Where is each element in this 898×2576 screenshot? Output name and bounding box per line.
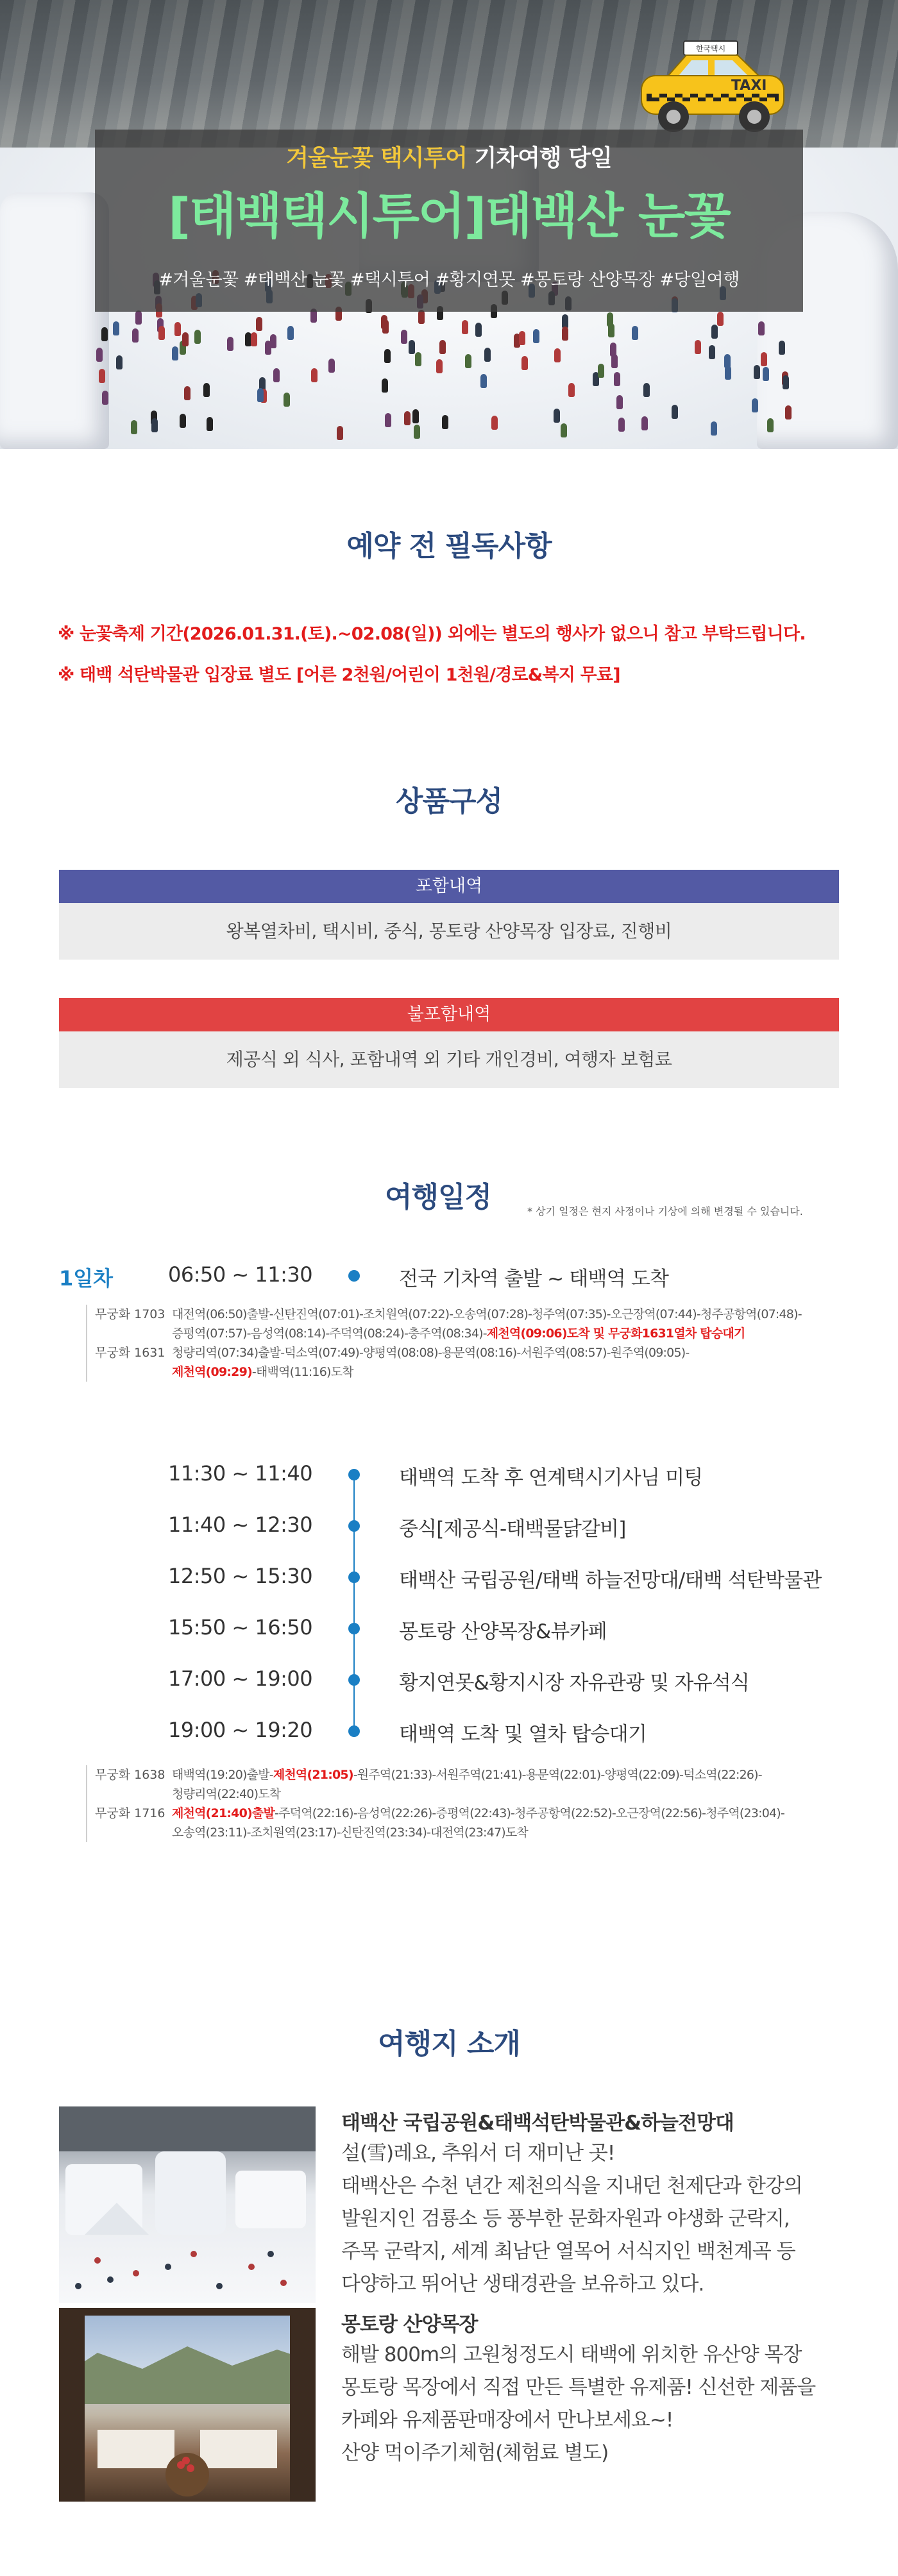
train-route-segment: -태백역(11:16)도착	[251, 1365, 353, 1379]
crowd-person	[614, 372, 620, 386]
crowd-person	[761, 352, 767, 366]
crowd-person	[401, 330, 407, 344]
schedule-note: * 상기 일정은 현지 사정이나 기상에 의해 변경될 수 있습니다.	[527, 1205, 803, 1217]
crowd-person	[184, 386, 191, 400]
crowd-person	[256, 317, 262, 331]
timeline-dot	[348, 1469, 360, 1480]
crowd-person	[227, 337, 233, 351]
destination-line: 카페와 유제품판매장에서 만나보세요~!	[341, 2409, 674, 2432]
train-route	[172, 1804, 898, 1823]
train-code: 무궁화 1631	[95, 1346, 165, 1360]
train-code: 무궁화 1716	[95, 1806, 165, 1820]
crowd-person	[418, 310, 425, 324]
timeline-dot	[348, 1725, 360, 1737]
crowd-person	[717, 312, 724, 326]
crowd-person	[568, 383, 575, 397]
crowd-person	[783, 375, 789, 389]
schedule-time: 06:50 ~ 11:30	[168, 1262, 313, 1287]
crowd-person	[415, 352, 421, 366]
hero-hashtags: #겨울눈꽃 #태백산 눈꽃 #택시투어 #황지연못 #몽토랑 산양목장 #당일여행	[158, 270, 740, 290]
train-route-segment: -주덕역(22:16)-음성역(22:26)-증평역(22:43)-청주공항역(22:52)-오근장역(22:56)-청주역(23:04)-	[275, 1806, 784, 1820]
crowd-person	[554, 409, 560, 423]
crowd-person	[754, 365, 760, 379]
crowd-person	[409, 340, 415, 354]
schedule-time: 19:00 ~ 19:20	[168, 1718, 313, 1742]
schedule-desc: 중식[제공식-태백물닭갈비]	[399, 1518, 626, 1541]
destination-line: 산양 먹이주기체험(체험료 별도)	[341, 2441, 609, 2464]
hero-title-box	[95, 130, 803, 312]
crowd-person	[480, 374, 487, 388]
crowd-person	[618, 418, 625, 432]
train-route	[172, 1823, 898, 1842]
crowd-person	[116, 355, 123, 369]
snow-sculpture-left	[0, 192, 109, 449]
crowd-person	[442, 415, 448, 429]
crowd-person	[132, 328, 139, 343]
crowd-person	[561, 423, 567, 437]
crowd-person	[414, 425, 420, 439]
crowd-person	[287, 326, 294, 340]
crowd-person	[311, 368, 318, 382]
timeline-dot	[348, 1674, 360, 1686]
destination-name: 몽토랑 산양목장	[341, 2313, 478, 2336]
crowd-person	[101, 327, 108, 341]
train-route-highlight: 제천역(21:40)출발	[172, 1806, 275, 1820]
crowd-person	[641, 416, 648, 430]
taxi-badge-text: 한국택시	[695, 44, 726, 53]
crowd-person	[385, 413, 391, 427]
train-info-evening	[86, 1765, 784, 1842]
schedule-time: 15:50 ~ 16:50	[168, 1615, 313, 1640]
train-code: 무궁화 1638	[95, 1768, 165, 1782]
train-route-segment: 대전역(06:50)출발-신탄진역(07:01)-조치원역(07:22)-오송역(07:28)-청주역(07:35)-오근장역(07:44)-청주공항역(07:48)-	[172, 1307, 802, 1321]
taxi-icon	[629, 38, 795, 141]
crowd-person	[554, 348, 561, 362]
destination-name: 태백산 국립공원&태백석탄박물관&하늘전망대	[341, 2112, 734, 2135]
destination-line: 몽토랑 목장에서 직접 만든 특별한 유제품! 신선한 제품을	[341, 2376, 816, 2399]
schedule-desc: 태백산 국립공원/태백 하늘전망대/태백 석탄박물관	[399, 1569, 822, 1592]
crowd-person	[131, 420, 137, 434]
crowd-person	[158, 326, 165, 340]
timeline-dot	[348, 1572, 360, 1583]
hero-subtitle-highlight: 겨울눈꽃 택시투어	[286, 145, 467, 171]
crowd-person	[151, 418, 158, 432]
crowd-person	[767, 418, 774, 432]
farm-cafe-illustration	[59, 2308, 316, 2502]
crowd-person	[711, 421, 717, 436]
crowd-person	[174, 322, 181, 336]
crowd-person	[672, 405, 678, 419]
schedule-desc: 황지연못&황지시장 자유관광 및 자유석식	[399, 1672, 750, 1695]
crowd-person	[203, 383, 210, 397]
schedule-time: 11:30 ~ 11:40	[168, 1461, 313, 1486]
crowd-person	[484, 348, 491, 362]
train-route-highlight: 제천역(09:29)	[172, 1365, 252, 1379]
product-title: 상품구성	[395, 785, 502, 818]
destination-line: 다양하고 뛰어난 생태경관을 보유하고 있다.	[341, 2273, 704, 2296]
included-text: 왕복열차비, 택시비, 중식, 몽토랑 산양목장 입장료, 진행비	[59, 903, 839, 960]
crowd-person	[709, 345, 715, 359]
crowd-person	[257, 388, 264, 402]
crowd-person	[475, 323, 482, 337]
train-info-morning	[86, 1305, 802, 1382]
crowd-person	[491, 416, 498, 430]
crowd-person	[382, 378, 388, 393]
crowd-person	[270, 334, 276, 348]
destination-line: 설(雪)레요, 추워서 더 재미난 곳!	[341, 2142, 615, 2165]
schedule-desc: 몽토랑 산양목장&뷰카페	[399, 1620, 607, 1643]
destination-line: 주목 군락지, 세계 최남단 열목어 서식지인 백천계곡 등	[341, 2240, 795, 2263]
notice-line-2: ※ 태백 석탄박물관 입장료 별도 [어른 2천원/어린이 1천원/경로&복지 무료]	[58, 665, 620, 685]
crowd-person	[611, 354, 618, 368]
crowd-person	[113, 321, 119, 335]
taebaeksan-snow-festival-photo	[59, 2106, 316, 2303]
crowd-person	[632, 326, 638, 340]
crowd-person	[643, 383, 650, 397]
crowd-person	[99, 369, 105, 383]
crowd-person	[763, 367, 769, 381]
crowd-person	[135, 310, 142, 325]
schedule-desc: 전국 기차역 출발 ~ 태백역 도착	[399, 1267, 669, 1291]
crowd-person	[102, 391, 108, 405]
train-route	[172, 1784, 898, 1804]
crowd-person	[436, 359, 443, 373]
timeline-dot	[348, 1270, 360, 1282]
notice-title: 예약 전 필독사항	[346, 530, 552, 563]
destination-line: 발원지인 검룡소 등 풍부한 문화자원과 야생화 군락지,	[341, 2207, 790, 2230]
crowd-person	[562, 326, 568, 341]
excluded-label: 불포함내역	[59, 998, 839, 1031]
crowd-person	[608, 323, 614, 337]
crowd-person	[598, 364, 604, 378]
hero-banner	[0, 0, 898, 449]
train-route-highlight: 제천역(21:05)	[273, 1768, 353, 1782]
hero-subtitle-rest: 기차여행 당일	[467, 145, 612, 171]
crowd-person	[382, 319, 389, 334]
crowd-person	[384, 349, 391, 363]
crowd-person	[328, 359, 335, 373]
crowd-person	[180, 414, 186, 428]
train-route-segment: 청량리역(22:40)도착	[172, 1787, 281, 1801]
crowd-person	[194, 330, 201, 344]
crowd-person	[412, 409, 419, 423]
schedule-time: 11:40 ~ 12:30	[168, 1513, 313, 1537]
crowd-person	[172, 346, 178, 360]
crowd-person	[519, 331, 525, 345]
schedule-title: 여행일정	[385, 1181, 492, 1214]
train-route	[172, 1362, 898, 1382]
train-code: 무궁화 1703	[95, 1307, 165, 1321]
destination-line: 해발 800m의 고원청정도시 태백에 위치한 유산양 목장	[341, 2343, 802, 2366]
crowd-person	[725, 366, 731, 380]
crowd-person	[96, 348, 103, 362]
snow-festival-illustration	[59, 2106, 316, 2303]
montorang-farm-photo	[59, 2308, 316, 2502]
train-route-segment: -원주역(21:33)-서원주역(21:41)-용문역(22:01)-양평역(22:09)-덕소역(22:26)-	[353, 1768, 762, 1782]
timeline-dot	[348, 1520, 360, 1532]
train-route	[172, 1343, 898, 1362]
destination-description	[341, 2137, 829, 2301]
destination-line: 태백산은 수천 년간 제천의식을 지내던 천제단과 한강의	[341, 2174, 802, 2198]
schedule-desc: 태백역 도착 및 열차 탑승대기	[399, 1723, 647, 1746]
crowd-person	[182, 332, 189, 346]
train-route-segment: 증평역(07:57)-음성역(08:14)-주덕역(08:24)-충주역(08:34)-	[172, 1326, 487, 1341]
destinations-title: 여행지 소개	[378, 2028, 520, 2060]
schedule-desc: 태백역 도착 후 연계택시기사님 미팅	[399, 1466, 703, 1489]
crowd-person	[616, 395, 623, 409]
train-route-highlight: 제천역(09:06)도착 및 무궁화1631열차 탑승대기	[486, 1326, 745, 1341]
crowd-person	[439, 340, 446, 354]
included-label: 포함내역	[59, 870, 839, 903]
hero-title: [태백택시투어]태백산 눈꽃	[168, 187, 730, 244]
timeline-dot	[348, 1623, 360, 1634]
crowd-person	[251, 332, 257, 346]
crowd-person	[465, 354, 471, 368]
schedule-time: 12:50 ~ 15:30	[168, 1564, 313, 1588]
train-route	[172, 1765, 898, 1784]
train-route-segment: 청량리역(07:34)출발-덕소역(07:49)-양평역(08:08)-용문역(08:16)-서원주역(08:57)-원주역(09:05)-	[172, 1346, 690, 1360]
crowd-person	[207, 417, 213, 431]
crowd-person	[273, 368, 280, 382]
crowd-person	[521, 356, 528, 370]
crowd-person	[711, 325, 718, 339]
crowd-person	[779, 341, 785, 355]
crowd-person	[695, 340, 701, 354]
train-route	[172, 1305, 898, 1324]
schedule-time: 17:00 ~ 19:00	[168, 1666, 313, 1691]
timeline-line	[353, 1470, 355, 1734]
crowd-person	[337, 426, 343, 440]
destination-description	[341, 2339, 829, 2470]
train-route-segment: 오송역(23:11)-조치원역(23:17)-신탄진역(23:34)-대전역(23:47)도착	[172, 1826, 528, 1840]
notice-line-1: ※ 눈꽃축제 기간(2026.01.31.(토).~02.08(일)) 외에는 별도의 행사가 없으니 참고 부탁드립니다.	[58, 624, 806, 644]
crowd-person	[462, 320, 468, 334]
taxi-sign-text: TAXI	[731, 78, 767, 94]
crowd-person	[752, 398, 758, 412]
excluded-text: 제공식 외 식사, 포함내역 외 기타 개인경비, 여행자 보험료	[59, 1031, 839, 1088]
crowd-person	[533, 329, 539, 343]
crowd-person	[284, 393, 290, 407]
train-route-segment: 태백역(19:20)출발-	[172, 1768, 273, 1782]
hero-subtitle	[95, 140, 803, 173]
crowd-person	[758, 321, 765, 335]
crowd-person	[404, 411, 411, 425]
day-label: 1일차	[59, 1266, 114, 1291]
train-route	[172, 1324, 898, 1343]
crowd-person	[785, 405, 792, 419]
